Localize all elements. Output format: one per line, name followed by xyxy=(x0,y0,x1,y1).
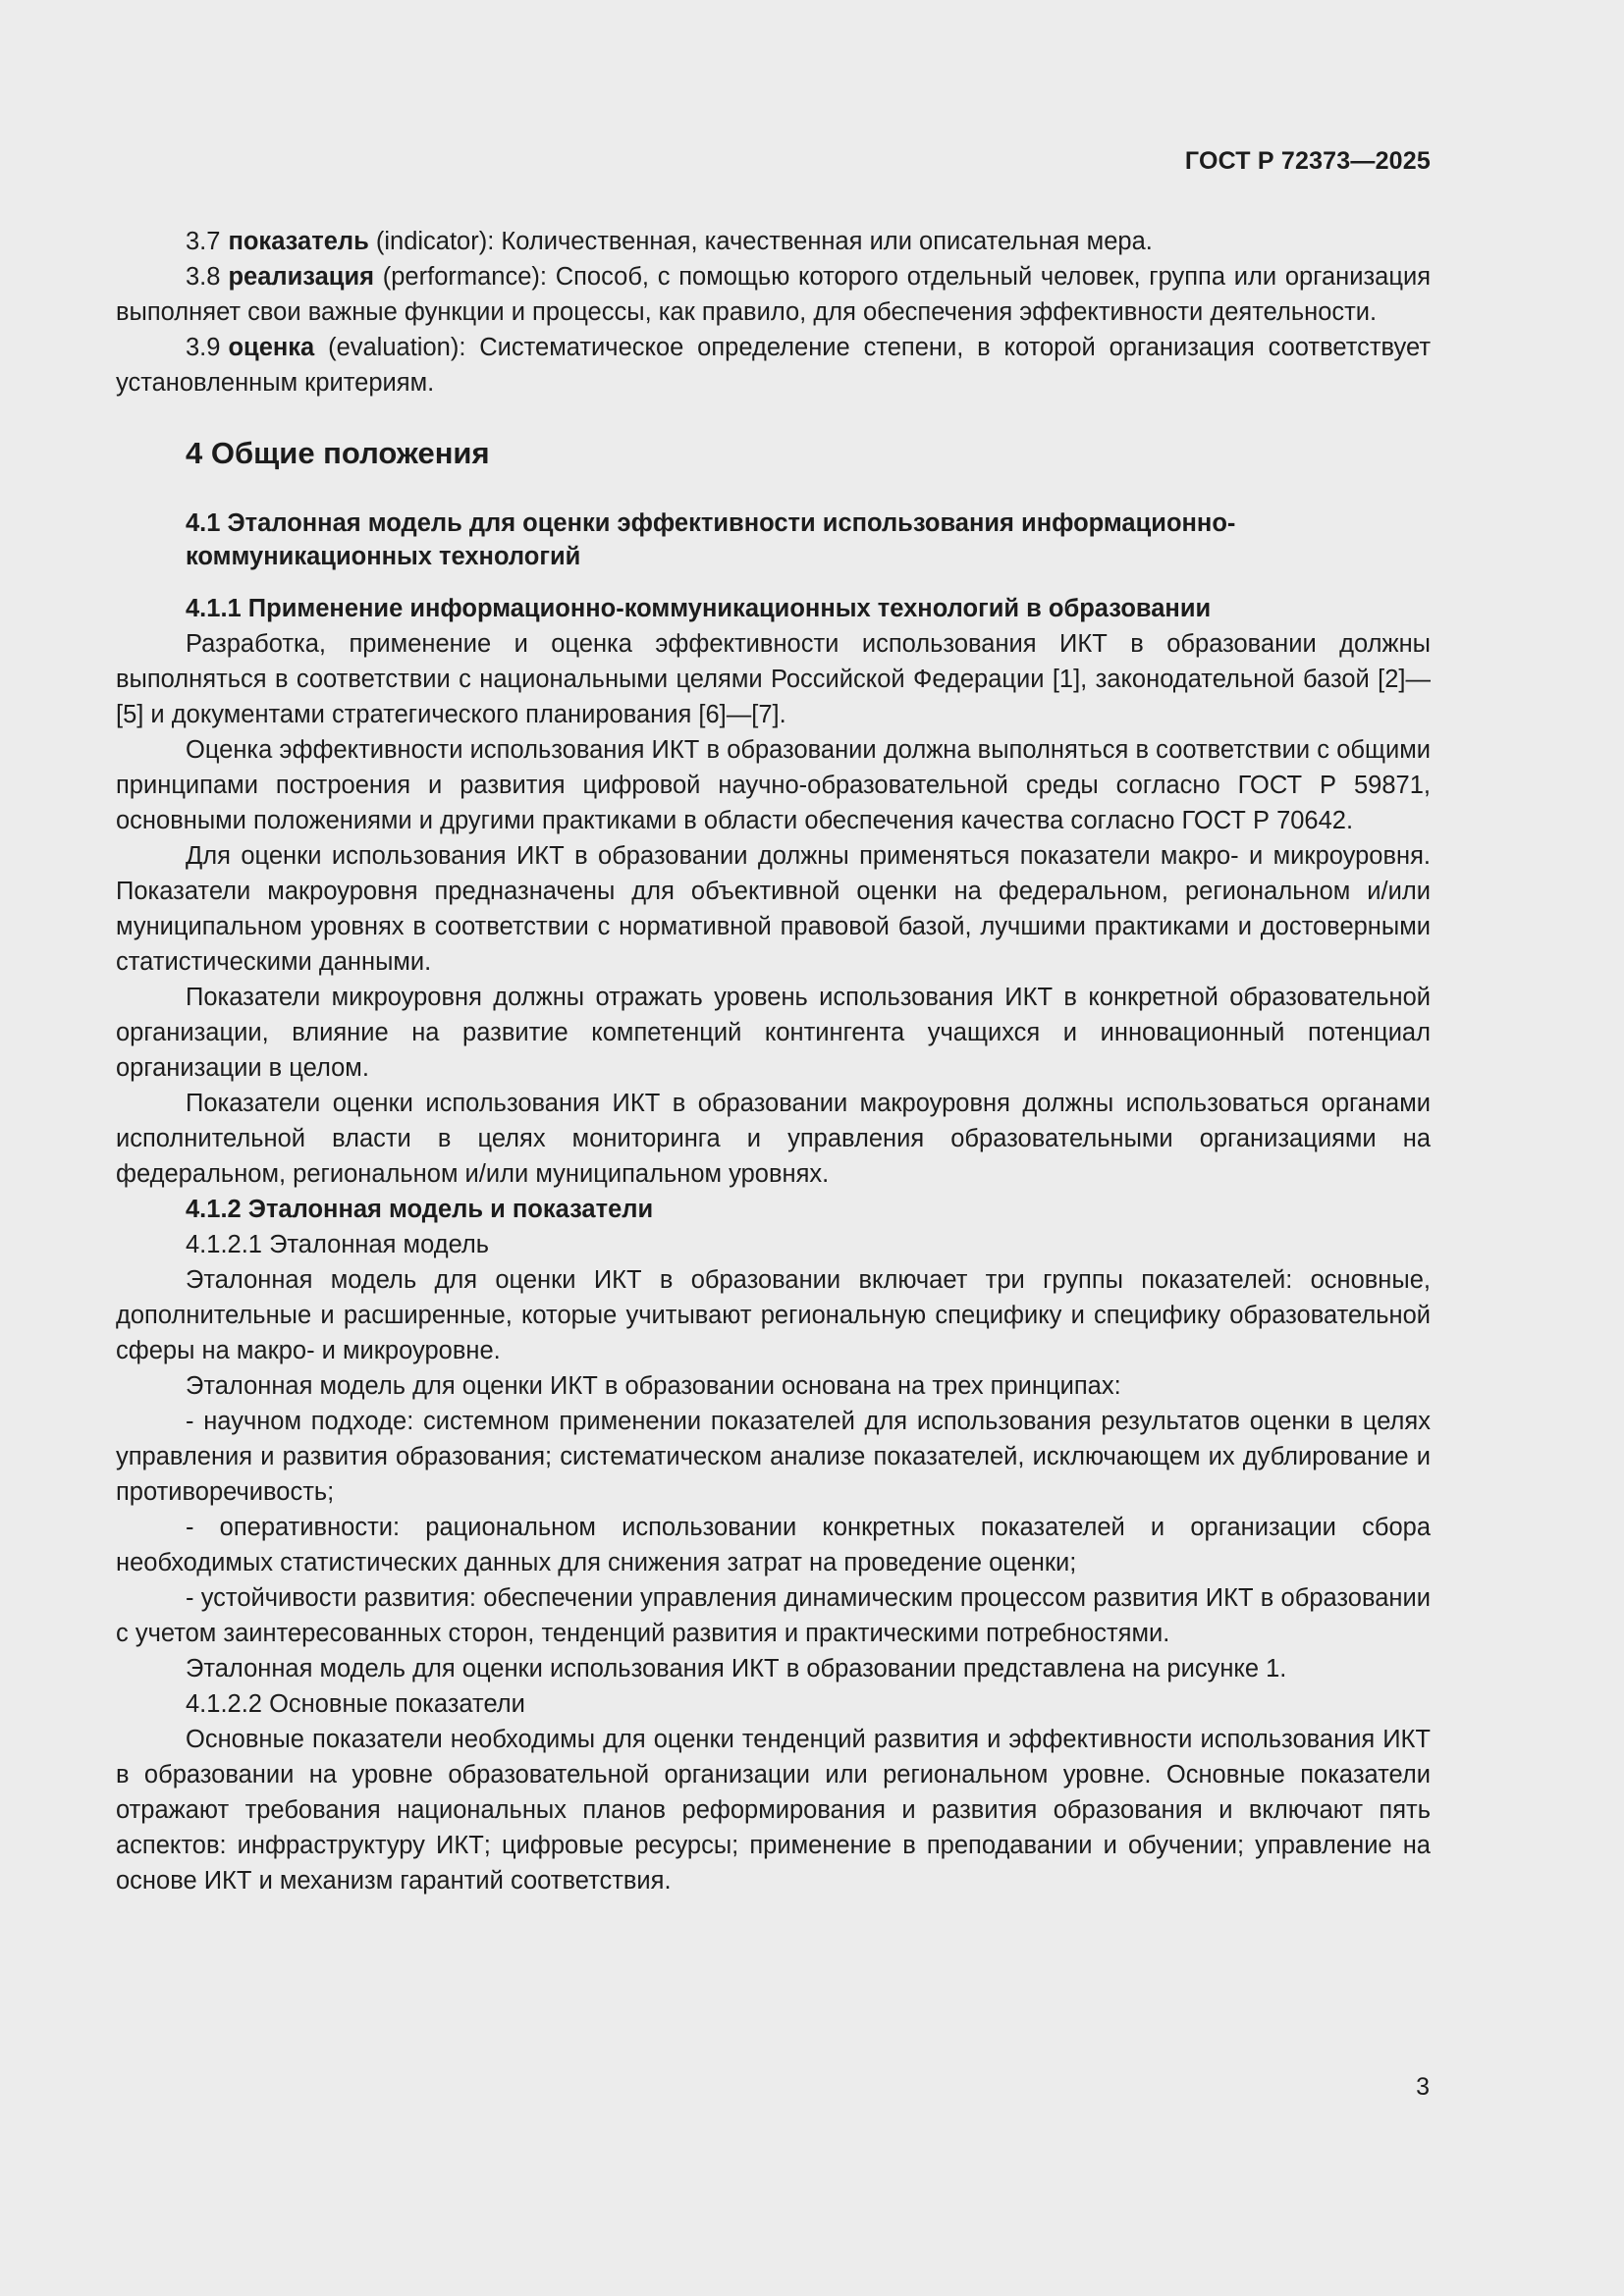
paragraph: Эталонная модель для оценки ИКТ в образовании включает три группы показателей: основные, дополнительные и расширенные, которые учитывают региональную специфику и специфику образовательной сферы на макро- и микроуровне. xyxy=(116,1266,1431,1364)
section-4-1-2-heading: 4.1.2 Эталонная модель и показатели xyxy=(186,1196,654,1223)
section-4-1-2-1-heading: 4.1.2.1 Эталонная модель xyxy=(186,1231,490,1258)
paragraph: Показатели оценки использования ИКТ в образовании макроуровня должны использоваться органами исполнительной власти в целях мониторинга и управления образовательными организациями на федеральном, региональном и/или муниципальном уровнях. xyxy=(116,1090,1431,1188)
list-item: - устойчивости развития: обеспечении управления динамическим процессом развития ИКТ в образовании с учетом заинтересованных сторон, тенденций развития и практическими потребностями. xyxy=(116,1584,1431,1647)
definition-3-8 xyxy=(116,259,1431,330)
section-4-1-2-2-heading: 4.1.2.2 Основные показатели xyxy=(186,1690,525,1718)
definition-number: 3.7 xyxy=(186,228,221,255)
definition-term: реализация xyxy=(228,263,375,291)
document-body xyxy=(116,224,1431,1898)
paragraph: Эталонная модель для оценки использования ИКТ в образовании представлена на рисунке 1. xyxy=(186,1655,1287,1682)
definition-3-9 xyxy=(116,330,1431,400)
section-4-heading: 4 Общие положения xyxy=(186,436,490,470)
paragraph: Эталонная модель для оценки ИКТ в образовании основана на трех принципах: xyxy=(186,1372,1121,1400)
paragraph: Показатели микроуровня должны отражать уровень использования ИКТ в конкретной образовательной организации, влияние на развитие компетенций контингента учащихся и инновационный потенциал организации в целом. xyxy=(116,984,1431,1082)
list-item: - научном подходе: системном применении показателей для использования результатов оценки в целях управления и развития образования; систематическом анализе показателей, исключающем их дублирование и противоречивость; xyxy=(116,1408,1431,1506)
definition-3-7 xyxy=(116,224,1431,259)
paragraph: Разработка, применение и оценка эффективности использования ИКТ в образовании должны выполняться в соответствии с национальными целями Российской Федерации [1], законодательной базой [2]—[5] и документами стратегического планирования [6]—[7]. xyxy=(116,630,1431,728)
definition-term: показатель xyxy=(228,228,369,255)
definition-text: (performance): Способ, с помощью которого отдельный человек, группа или организация выполняет свои важные функции и процессы, как правило, для обеспечения эффективности деятельности. xyxy=(116,263,1431,326)
list-item: - оперативности: рациональном использовании конкретных показателей и организации сбора необходимых статистических данных для снижения затрат на проведение оценки; xyxy=(116,1514,1431,1576)
section-4-1-1-heading: 4.1.1 Применение информационно-коммуникационных технологий в образовании xyxy=(186,595,1212,622)
definition-text: (evaluation): Систематическое определение степени, в которой организация соответствует установленным критериям. xyxy=(116,334,1431,397)
definition-number: 3.8 xyxy=(186,263,221,291)
paragraph: Оценка эффективности использования ИКТ в образовании должна выполняться в соответствии с общими принципами построения и развития цифровой научно-образовательной среды согласно ГОСТ Р 59871, основными положениями и другими практиками в области обеспечения качества согласно ГОСТ Р 70642. xyxy=(116,736,1431,834)
definition-term: оценка xyxy=(228,334,315,361)
paragraph: Для оценки использования ИКТ в образовании должны применяться показатели макро- и микроуровня. Показатели макроуровня предназначены для объективной оценки на федеральном, региональном и/или муниципальном уровнях в соответствии с нормативной правовой базой, лучшими практиками и достоверными статистическими данными. xyxy=(116,842,1431,976)
definition-text: (indicator): Количественная, качественная или описательная мера. xyxy=(368,228,1153,255)
document-id-header: ГОСТ Р 72373—2025 xyxy=(1184,147,1431,175)
paragraph: Основные показатели необходимы для оценки тенденций развития и эффективности использования ИКТ в образовании на уровне образовательной организации или региональном уровне. Основные показатели отражают требования национальных планов реформирования и развития образования и включают пять аспектов: инфраструктуру ИКТ; цифровые ресурсы; применение в преподавании и обучении; управление на основе ИКТ и механизм гарантий соответствия. xyxy=(116,1726,1431,1895)
section-4-1-heading: 4.1 Эталонная модель для оценки эффективности использования информационно-коммуникационных технологий xyxy=(186,509,1236,570)
page-number: 3 xyxy=(1416,2073,1430,2101)
definition-number: 3.9 xyxy=(186,334,221,361)
